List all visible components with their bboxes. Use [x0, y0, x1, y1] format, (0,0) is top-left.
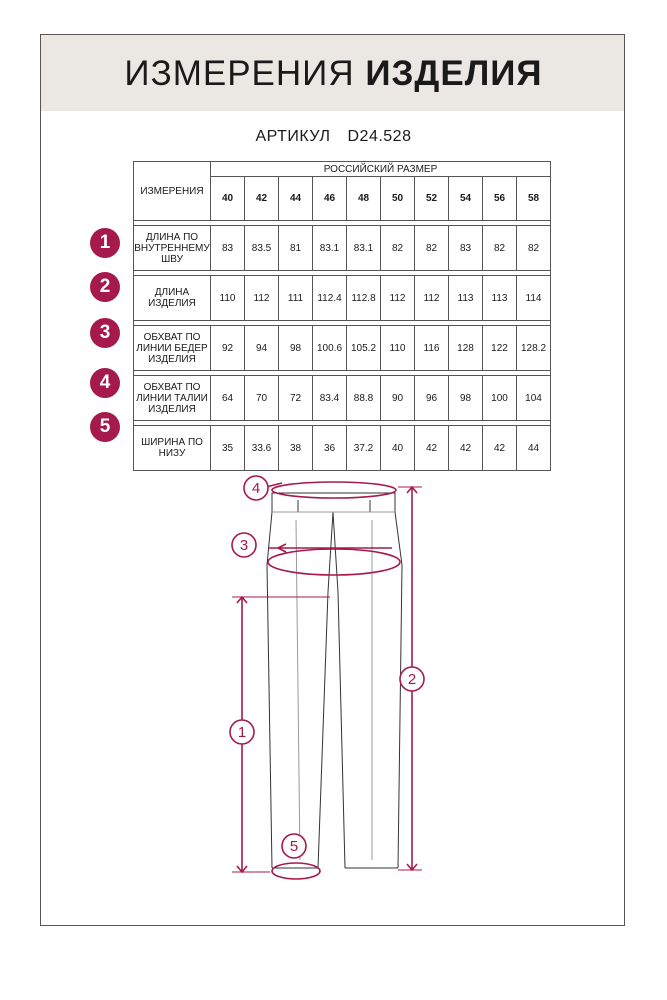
table-cell: 112 [381, 276, 415, 321]
table-cell: 83 [449, 226, 483, 271]
row-label: ДЛИНА ПО ВНУТРЕННЕМУ ШВУ [134, 226, 211, 271]
table-cell: 111 [279, 276, 313, 321]
table-cell: 104 [517, 376, 551, 421]
article-code: D24.528 [347, 128, 412, 145]
table-cell: 83.1 [313, 226, 347, 271]
table-cell: 113 [483, 276, 517, 321]
right-inseam [333, 512, 345, 868]
left-inseam [318, 512, 333, 868]
table-cell: 112.8 [347, 276, 381, 321]
table-cell: 83.1 [347, 226, 381, 271]
marker-2-text: 2 [407, 671, 417, 688]
table-cell: 35 [211, 426, 245, 471]
table-cell: 98 [449, 376, 483, 421]
title-bold: ИЗДЕЛИЯ [365, 54, 543, 93]
table-cell: 82 [483, 226, 517, 271]
table-cell: 42 [415, 426, 449, 471]
row-label: ОБХВАТ ПО ЛИНИИ БЕДЕР ИЗДЕЛИЯ [134, 326, 211, 371]
table-cell: 82 [517, 226, 551, 271]
marker-5-text: 5 [289, 838, 299, 855]
corner-label: ИЗМЕРЕНИЯ [134, 162, 211, 221]
table-cell: 37.2 [347, 426, 381, 471]
table-cell: 88.8 [347, 376, 381, 421]
table-cell: 82 [381, 226, 415, 271]
size-header: РОССИЙСКИЙ РАЗМЕР [211, 162, 551, 177]
table-cell: 110 [381, 326, 415, 371]
row-badge-5: 5 [90, 412, 120, 442]
table-cell: 33.6 [245, 426, 279, 471]
table-cell: 122 [483, 326, 517, 371]
table-cell: 113 [449, 276, 483, 321]
table-cell: 100 [483, 376, 517, 421]
article-label: АРТИКУЛ [255, 128, 331, 145]
marker-1-text: 1 [237, 724, 247, 741]
row-label: ШИРИНА ПО НИЗУ [134, 426, 211, 471]
table-cell: 44 [517, 426, 551, 471]
table-cell: 112 [415, 276, 449, 321]
size-40: 40 [211, 177, 245, 221]
table-cell: 116 [415, 326, 449, 371]
size-46: 46 [313, 177, 347, 221]
table-cell: 105.2 [347, 326, 381, 371]
table-cell: 38 [279, 426, 313, 471]
size-56: 56 [483, 177, 517, 221]
table-cell: 81 [279, 226, 313, 271]
table-cell: 128.2 [517, 326, 551, 371]
table-cell: 40 [381, 426, 415, 471]
table-cell: 112 [245, 276, 279, 321]
table-cell: 83.5 [245, 226, 279, 271]
waist-measure [272, 482, 396, 498]
size-58: 58 [517, 177, 551, 221]
table-cell: 128 [449, 326, 483, 371]
size-44: 44 [279, 177, 313, 221]
table-cell: 92 [211, 326, 245, 371]
table-cell: 70 [245, 376, 279, 421]
table-cell: 110 [211, 276, 245, 321]
size-42: 42 [245, 177, 279, 221]
table-cell: 72 [279, 376, 313, 421]
size-54: 54 [449, 177, 483, 221]
row-label: ДЛИНА ИЗДЕЛИЯ [134, 276, 211, 321]
table-cell: 83.4 [313, 376, 347, 421]
row-label: ОБХВАТ ПО ЛИНИИ ТАЛИИ ИЗДЕЛИЯ [134, 376, 211, 421]
creases [296, 520, 372, 860]
marker-4-text: 4 [251, 480, 261, 497]
row-badge-4: 4 [90, 368, 120, 398]
table-cell: 98 [279, 326, 313, 371]
table-cell: 100.6 [313, 326, 347, 371]
table-cell: 83 [211, 226, 245, 271]
title-light: ИЗМЕРЕНИЯ [124, 54, 355, 93]
row-badge-1: 1 [90, 228, 120, 258]
table-cell: 42 [449, 426, 483, 471]
table-cell: 36 [313, 426, 347, 471]
table-cell: 112.4 [313, 276, 347, 321]
table-cell: 82 [415, 226, 449, 271]
table-cell: 42 [483, 426, 517, 471]
size-50: 50 [381, 177, 415, 221]
hem-measure [272, 863, 320, 879]
belt-loops [298, 500, 370, 512]
marker-3-text: 3 [239, 537, 249, 554]
table-cell: 90 [381, 376, 415, 421]
size-48: 48 [347, 177, 381, 221]
hip-measure [268, 549, 400, 575]
size-52: 52 [415, 177, 449, 221]
row-badge-3: 3 [90, 318, 120, 348]
table-cell: 64 [211, 376, 245, 421]
table-cell: 94 [245, 326, 279, 371]
row-badge-2: 2 [90, 272, 120, 302]
table-cell: 96 [415, 376, 449, 421]
table-cell: 114 [517, 276, 551, 321]
